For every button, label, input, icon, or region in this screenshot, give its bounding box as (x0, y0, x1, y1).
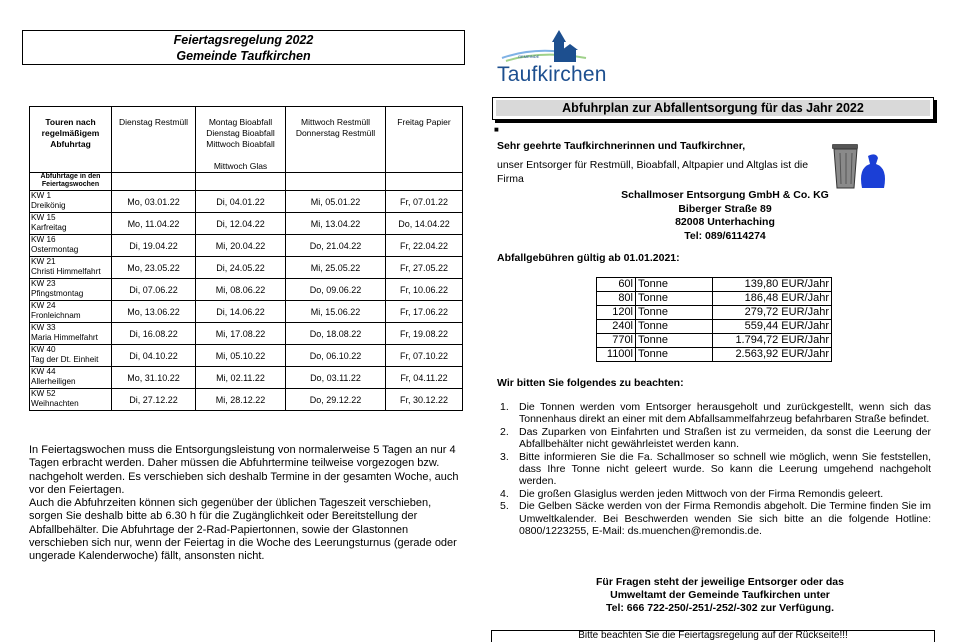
pickup-date-cell: Di, 04.10.22 (112, 345, 196, 367)
note-item (497, 426, 931, 451)
notes-title: Wir bitten Sie folgendes zu beachten: (497, 377, 684, 389)
bin-unit: Tonne (636, 292, 713, 306)
bin-unit: Tonne (636, 306, 713, 320)
pickup-date-cell: Di, 14.06.22 (196, 301, 286, 323)
holiday-name: Weihnachten (31, 399, 79, 408)
pickup-date-cell: Mi, 13.04.22 (286, 213, 386, 235)
pickup-date-cell: Di, 07.06.22 (112, 279, 196, 301)
note-item (497, 401, 931, 426)
bin-size: 120l (597, 306, 636, 320)
note-text: Die großen Glasiglus werden jeden Mittwoch von der Firma Remondis geleert. (519, 487, 884, 500)
table-header-row (30, 107, 463, 173)
pickup-date-cell: Fr, 19.08.22 (386, 323, 463, 345)
holiday-week-cell (30, 323, 112, 345)
holiday-name: Tag der Dt. Einheit (31, 355, 99, 364)
holiday-week-cell (30, 235, 112, 257)
calendar-week: KW 15 (31, 213, 56, 222)
closing-line: Tel: 666 722-250/-251/-252/-302 zur Verfügung. (606, 602, 834, 614)
annual-fee: 1.794,72 EUR/Jahr (713, 334, 832, 348)
pickup-date-cell: Mi, 05.10.22 (196, 345, 286, 367)
holiday-week-cell (30, 257, 112, 279)
pickup-date-cell: Mo, 03.01.22 (112, 191, 196, 213)
pickup-date-cell: Mi, 20.04.22 (196, 235, 286, 257)
calendar-week: KW 24 (31, 301, 56, 310)
title-line-1: Feiertagsregelung 2022 (173, 33, 314, 47)
pickup-date-cell: Fr, 04.11.22 (386, 367, 463, 389)
pickup-date-cell: Mi, 05.01.22 (286, 191, 386, 213)
holiday-week-cell (30, 367, 112, 389)
table-row (30, 279, 463, 301)
pickup-date-cell: Mi, 25.05.22 (286, 257, 386, 279)
fees-table (596, 277, 832, 362)
closing-text (520, 576, 920, 615)
table-row (30, 345, 463, 367)
company-city: 82008 Unterhaching (675, 216, 775, 228)
intro-text: unser Entsorger für Restmüll, Bioabfall, Altpapier und Altglas ist die Firma (497, 159, 809, 185)
pickup-date-cell: Di, 04.01.22 (196, 191, 286, 213)
pickup-date-cell: Do, 09.06.22 (286, 279, 386, 301)
pickup-date-cell: Fr, 27.05.22 (386, 257, 463, 279)
fee-row (597, 278, 832, 292)
calendar-week: KW 33 (31, 323, 56, 332)
holiday-week-cell (30, 345, 112, 367)
note-number: 5. (500, 500, 509, 513)
pickup-date-cell: Fr, 22.04.22 (386, 235, 463, 257)
company-phone: Tel: 089/6114274 (684, 229, 766, 242)
note-number: 1. (500, 401, 509, 413)
calendar-week: KW 21 (31, 257, 56, 266)
pickup-date-cell: Mo, 11.04.22 (112, 213, 196, 235)
holiday-name: Karfreitag (31, 223, 67, 232)
pickup-date-cell: Do, 03.11.22 (286, 367, 386, 389)
pickup-date-cell: Di, 27.12.22 (112, 389, 196, 411)
holiday-week-cell (30, 213, 112, 235)
pickup-date-cell: Mi, 08.06.22 (196, 279, 286, 301)
pickup-date-cell: Fr, 07.01.22 (386, 191, 463, 213)
bin-size: 240l (597, 320, 636, 334)
table-row (30, 257, 463, 279)
pickup-date-cell: Fr, 30.12.22 (386, 389, 463, 411)
column-header: Mittwoch Restmüll Donnerstag Restmüll (286, 107, 386, 173)
holiday-name: Maria Himmelfahrt (31, 333, 98, 342)
title-box (22, 30, 465, 65)
pickup-date-cell: Mo, 23.05.22 (112, 257, 196, 279)
pickup-date-cell: Do, 21.04.22 (286, 235, 386, 257)
fees-title: Abfallgebühren gültig ab 01.01.2021: (497, 252, 680, 264)
pickup-date-cell: Mi, 17.08.22 (196, 323, 286, 345)
holiday-name: Pfingstmontag (31, 289, 84, 298)
waste-bins-icon (826, 138, 892, 194)
greeting: Sehr geehrte Taufkirchnerinnen und Taufkirchner, (497, 140, 746, 152)
column-header: Touren nach regelmäßigem Abfuhrtag (30, 107, 112, 173)
pickup-date-cell: Mi, 02.11.22 (196, 367, 286, 389)
pickup-date-cell: Di, 12.04.22 (196, 213, 286, 235)
svg-text:GEMEINDE: GEMEINDE (518, 54, 540, 59)
note-text: Die Gelben Säcke werden von der Firma Remondis abgeholt. Die Termine finden Sie im Umweltkalender. Bei Beschwerden wenden Sie sich bitte an die folgende Hotline: 0800/1223255, E-Mail: ds.muenchen@remondis.de. (519, 500, 931, 538)
table-row (30, 213, 463, 235)
table-row (30, 389, 463, 411)
fee-row (597, 306, 832, 320)
bin-unit: Tonne (636, 334, 713, 348)
closing-line: Umweltamt der Gemeinde Taufkirchen unter (610, 589, 830, 601)
explanation-paragraph: In Feiertagswochen muss die Entsorgungsleistung von normalerweise 5 Tagen an nur 4 Tagen erbracht werden. Daher müssen die Abfuhrtermine teilweise vorgezogen bzw. nachgeholt werden. Es verschieben sich deshalb Termine in der gesamten Woche, auch vor den Feiertagen. (29, 444, 459, 496)
company-name: Schallmoser Entsorgung GmbH & Co. KG (621, 189, 829, 201)
column-header: Dienstag Restmüll (112, 107, 196, 173)
fee-row (597, 292, 832, 306)
bin-size: 1100l (597, 348, 636, 362)
note-number: 2. (500, 425, 509, 438)
calendar-week: KW 44 (31, 367, 56, 376)
calendar-week: KW 52 (31, 389, 56, 398)
table-row (30, 235, 463, 257)
note-number: 4. (500, 487, 509, 500)
pickup-date-cell: Mi, 28.12.22 (196, 389, 286, 411)
divider-dots: ■ (494, 125, 499, 134)
notes-list (497, 401, 931, 537)
column-header: Montag Bioabfall Dienstag Bioabfall Mittwoch Bioabfall Mittwoch Glas (196, 107, 286, 173)
pickup-date-cell: Mi, 15.06.22 (286, 301, 386, 323)
note-text: Die Tonnen werden vom Entsorger herausgeholt und zurückgestellt, wenn sich das Tonnenhaus direkt an einer mit dem Abfallsammelfahrzeug befahrbaren Straße befindet. (519, 401, 931, 426)
fee-row (597, 348, 832, 362)
pickup-date-cell: Fr, 07.10.22 (386, 345, 463, 367)
holiday-name: Christi Himmelfahrt (31, 267, 101, 276)
pickup-date-cell: Do, 14.04.22 (386, 213, 463, 235)
bin-unit: Tonne (636, 278, 713, 292)
table-row (30, 301, 463, 323)
company-street: Biberger Straße 89 (678, 202, 772, 215)
note-item (497, 451, 931, 488)
note-text: Das Zuparken von Einfahrten und Straßen ist zu vermeiden, da sonst die Leerung der Abfallbehälter nicht gewährleistet werden kann. (519, 425, 931, 451)
title-line-2: Gemeinde Taufkirchen (176, 49, 311, 63)
note-number: 3. (500, 450, 509, 463)
bin-size: 80l (597, 292, 636, 306)
church-logo-icon (496, 28, 606, 68)
holiday-name: Allerheiligen (31, 377, 76, 386)
holiday-schedule-table (29, 106, 463, 411)
fee-row (597, 334, 832, 348)
subheader-cell: Abfuhrtage in den Feiertagswochen (30, 173, 112, 191)
pickup-date-cell: Di, 24.05.22 (196, 257, 286, 279)
holiday-name: Dreikönig (31, 201, 66, 210)
logo-wordmark: Taufkirchen (497, 63, 607, 86)
holiday-week-cell (30, 191, 112, 213)
pickup-date-cell: Do, 18.08.22 (286, 323, 386, 345)
bin-unit: Tonne (636, 348, 713, 362)
holiday-week-cell (30, 301, 112, 323)
table-row (30, 323, 463, 345)
pickup-date-cell: Di, 19.04.22 (112, 235, 196, 257)
bin-unit: Tonne (636, 320, 713, 334)
holiday-explanation (29, 444, 461, 564)
annual-fee: 559,44 EUR/Jahr (713, 320, 832, 334)
plan-header-bar (492, 97, 934, 120)
pickup-date-cell: Do, 06.10.22 (286, 345, 386, 367)
note-item (497, 500, 931, 537)
pickup-date-cell: Di, 16.08.22 (112, 323, 196, 345)
pickup-date-cell: Do, 29.12.22 (286, 389, 386, 411)
pickup-date-cell: Fr, 17.06.22 (386, 301, 463, 323)
company-address (560, 189, 890, 243)
pickup-date-cell: Fr, 10.06.22 (386, 279, 463, 301)
holiday-name: Ostermontag (31, 245, 79, 254)
holiday-week-cell (30, 279, 112, 301)
annual-fee: 2.563,92 EUR/Jahr (713, 348, 832, 362)
note-text: Bitte informieren Sie die Fa. Schallmoser so schnell wie möglich, wenn Sie feststellen, dass Ihre Tonne nicht geleert wurde. So kann die Leerung umgehend nachgeholt werden. (519, 450, 931, 488)
table-row (30, 367, 463, 389)
fee-row (597, 320, 832, 334)
note-item (497, 488, 931, 500)
explanation-paragraph: Auch die Abfuhrzeiten können sich gegenüber der üblichen Tageszeit verschieben, sorgen Sie deshalb bitte ab 6.30 h für die Zugänglichkeit oder Bereitstellung der Abfallbehälter. Die Abfuhrtage der 2-Rad-Papiertonnen, sowie der Glastonnen verschieben sich nur, wenn der Feiertag in die Woche des Leerungsturnus (gerade oder ungerade Kalenderwoche) fällt, ansonsten nicht. (29, 497, 457, 563)
table-row (30, 191, 463, 213)
annual-fee: 279,72 EUR/Jahr (713, 306, 832, 320)
calendar-week: KW 16 (31, 235, 56, 244)
bin-size: 60l (597, 278, 636, 292)
calendar-week: KW 1 (31, 191, 52, 200)
table-subheader-row (30, 173, 463, 191)
column-header: Freitag Papier (386, 107, 463, 173)
holiday-week-cell (30, 389, 112, 411)
pickup-date-cell: Mo, 31.10.22 (112, 367, 196, 389)
calendar-week: KW 23 (31, 279, 56, 288)
footer-notice: Bitte beachten Sie die Feiertagsregelung auf der Rückseite!!! (491, 630, 935, 642)
bin-size: 770l (597, 334, 636, 348)
pickup-date-cell: Mo, 13.06.22 (112, 301, 196, 323)
annual-fee: 186,48 EUR/Jahr (713, 292, 832, 306)
annual-fee: 139,80 EUR/Jahr (713, 278, 832, 292)
closing-line: Für Fragen steht der jeweilige Entsorger oder das (596, 576, 844, 588)
calendar-week: KW 40 (31, 345, 56, 354)
plan-header-title: Abfuhrplan zur Abfallentsorgung für das Jahr 2022 (496, 100, 930, 116)
holiday-name: Fronleichnam (31, 311, 81, 320)
